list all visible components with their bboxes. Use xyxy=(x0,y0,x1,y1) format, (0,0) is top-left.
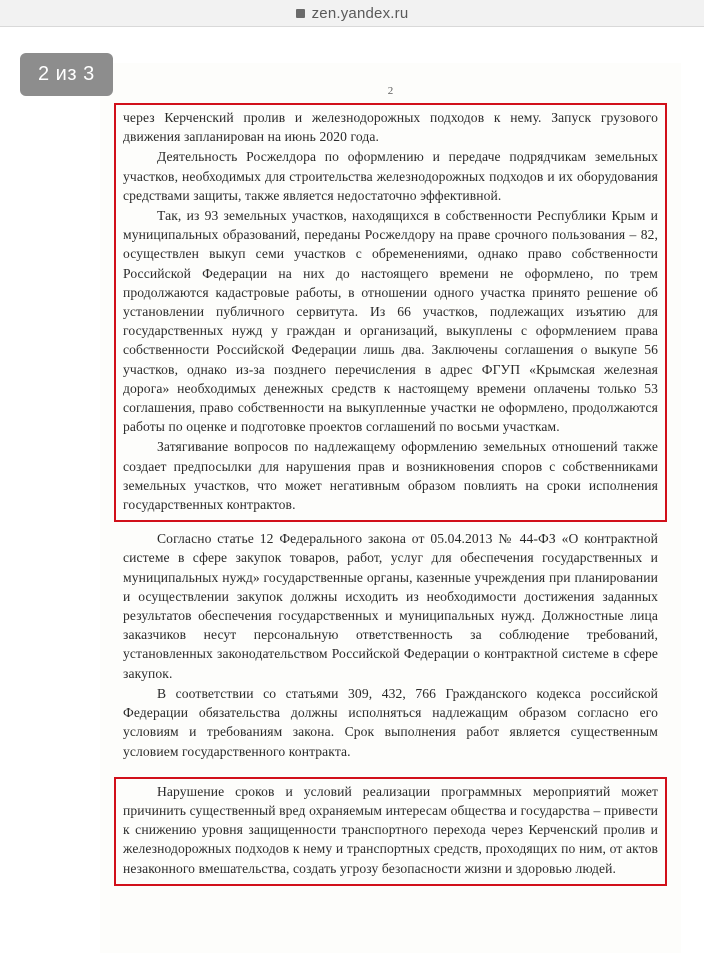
paragraph: Деятельность Росжелдора по оформлению и передаче подрядчикам земельных участков, необходимых для строительства железнодорожных подходов и их оборудования средствами защиты, также является недостаточно эффективной. xyxy=(123,149,658,203)
document-body xyxy=(100,103,681,886)
lock-icon xyxy=(296,9,305,18)
page-counter-badge: 2 из 3 xyxy=(20,53,113,96)
highlighted-block-1 xyxy=(114,103,667,522)
document-viewer[interactable] xyxy=(0,27,704,960)
plain-block-2 xyxy=(114,526,667,766)
paragraph: Согласно статье 12 Федерального закона от 05.04.2013 № 44-ФЗ «О контрактной системе в сфере закупок товаров, работ, услуг для обеспечения государственных и муниципальных нужд» государственные органы, казенные учреждения при планировании и осуществлении закупок должны исходить из необходимости достижения заданных результатов обеспечения государственных и муниципальных нужд. Должностные лица заказчиков несут персональную ответственность за соблюдение требований, установленных законодательством Российской Федерации о контрактной системе в сфере закупок. xyxy=(123,531,658,681)
page-number: 2 xyxy=(387,85,394,97)
scanned-document-page xyxy=(100,63,681,953)
highlighted-block-3 xyxy=(114,777,667,886)
paragraph: Затягивание вопросов по надлежащему оформлению земельных отношений также создает предпосылки для нарушения прав и возникновения споров с собственниками земельных участков, что может негативным образом повлиять на сроки исполнения государственных контрактов. xyxy=(123,439,658,513)
paragraph: Нарушение сроков и условий реализации программных мероприятий может причинить существенный вред охраняемым интересам общества и государства – привести к снижению уровня защищенности транспортного перехода через Керченский пролив и железнодорожных подходов к нему и транспортных средств, проходящих по ним, от актов незаконного вмешательства, создать угрозу безопасности жизни и здоровью людей. xyxy=(123,783,658,876)
paragraph: Так, из 93 земельных участков, находящихся в собственности Республики Крым и муниципальных образований, переданы Росжелдору на праве срочного пользования – 82, осуществлен выкуп семи участков с обременениями, однако право собственности Российской Федерации на них до настоящего времени не оформлено, по трем продолжаются кадастровые работы, в отношении одного участка принято решение об установлении публичного сервитута. Из 66 участков, подлежащих изъятию для государственных нужд у граждан и организаций, выкуплены с оформлением права собственности Российской Федерации лишь два. Заключены соглашения о выкупе 56 участков, однако из-за позднего перечисления в адрес ФГУП «Крымская железная дорога» необходимых денежных средств к настоящему времени оплачены только 53 соглашения, право собственности на выкупленные участки не оформлено, продолжаются работы по оценке и подготовке проектов соглашений по восьми участкам. xyxy=(123,208,658,435)
browser-address-bar[interactable] xyxy=(0,0,704,27)
url-text[interactable]: zen.yandex.ru xyxy=(311,4,409,22)
paragraph: через Керченский пролив и железнодорожных подходов к нему. Запуск грузового движения запланирован на июнь 2020 года. xyxy=(123,110,658,145)
paragraph: В соответствии со статьями 309, 432, 766 Гражданского кодекса российской Федерации обязательства должны исполняться надлежащим образом согласно его условиям и требованиям закона. Срок выполнения работ является существенным условием государственного контракта. xyxy=(123,685,658,759)
